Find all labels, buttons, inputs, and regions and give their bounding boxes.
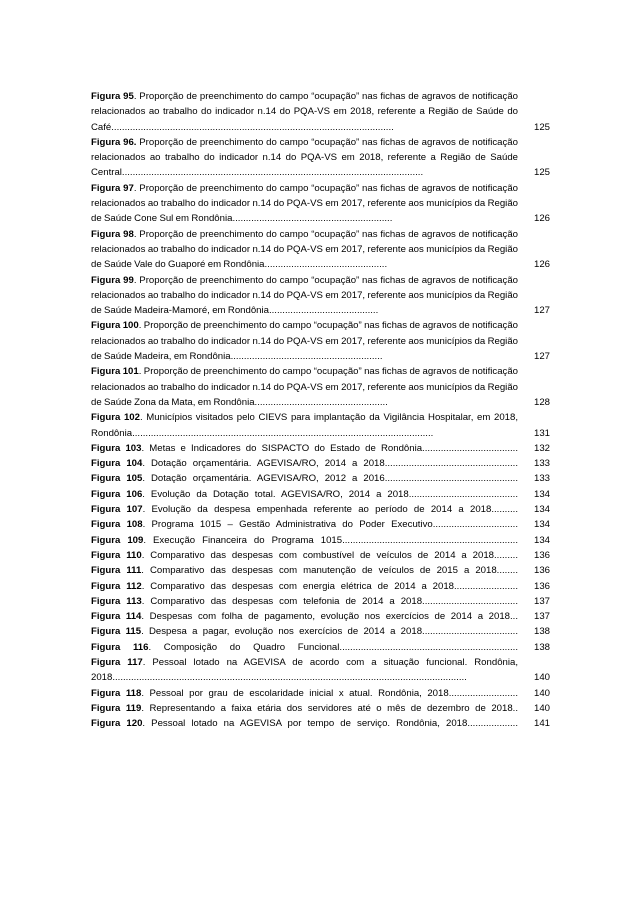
page-number: 140 [533,672,550,684]
figure-caption: . Proporção de preenchimento do campo “ocupação” nas fichas de agravos de notificação relacionados ao trabalho do indicador n.14 do PQA-VS em 2017, referente aos municípios da Região de Saúde Madeira, em Rondônia......................................................... [91,320,518,363]
page-number: 137 [533,595,550,607]
page-number: 131 [533,427,550,439]
toc-entry[interactable] [91,273,550,319]
toc-entry-text [91,364,518,410]
table-of-figures [91,89,550,731]
figure-label: Figura 119 [91,702,142,714]
figure-caption: . Municípios visitados pelo CIEVS para implantação da Vigilância Hospitalar, em 2018, Rondônia................................................................................................................. [91,412,518,439]
figure-caption: . Evolução da Dotação total. AGEVISA/RO, 2014 a 2018......................................... [142,488,518,500]
figure-caption: . Comparativo das despesas com energia elétrica de 2014 a 2018........................ [141,580,518,592]
figure-caption: Proporção de preenchimento do campo “ocupação” nas fichas de agravos de notificação relacionados ao trabalho do indicador n.14 do PQA-VS em 2018, referente a Região de Saúde Central................................................................................................................. [91,136,518,179]
toc-entry-text [91,640,518,655]
figure-caption: . Despesas com folha de pagamento, evolução nos exercícios de 2014 a 2018... [141,611,518,623]
toc-entry-text [91,533,518,548]
figure-label: Figura 97 [91,182,134,194]
figure-label: Figura 113 [91,595,142,607]
figure-caption: . Execução Financeira do Programa 1015.................................................................. [143,534,518,546]
toc-entry-text [91,594,518,609]
figure-caption: . Proporção de preenchimento do campo “ocupação” nas fichas de agravos de notificação relacionados ao trabalho do indicador n.14 do PQA-VS em 2017, referente aos municípios da Região de Saúde Madeira-Mamoré, em Rondônia......................................... [91,274,518,317]
figure-caption: . Proporção de preenchimento do campo “ocupação” nas fichas de agravos de notificação relacionados ao trabalho do indicador n.14 do PQA-VS em 2017, referente aos municípios da Região de Saúde Cone Sul em Rondônia............................................................ [91,182,518,225]
page-number: 127 [533,305,550,317]
figure-label: Figura 100 [91,320,139,332]
toc-entry[interactable] [91,548,550,563]
toc-entry-text [91,456,518,471]
figure-label: Figura 98 [91,228,134,240]
toc-entry[interactable] [91,410,550,441]
toc-entry-text [91,181,518,227]
toc-entry[interactable] [91,227,550,273]
page-number: 137 [533,611,550,623]
figure-caption: . Programa 1015 – Gestão Administrativa do Poder Executivo................................ [142,519,518,531]
toc-entry[interactable] [91,686,550,701]
toc-entry[interactable] [91,364,550,410]
page-number: 127 [533,351,550,363]
toc-entry[interactable] [91,579,550,594]
toc-entry[interactable] [91,624,550,639]
toc-entry-text [91,273,518,319]
page-number: 134 [533,534,550,546]
figure-label: Figura 95 [91,91,134,102]
figure-label: Figura 114 [91,611,142,623]
page-number: 134 [533,519,550,531]
page-number: 128 [533,396,550,408]
toc-entry[interactable] [91,517,550,532]
figure-caption: . Comparativo das despesas com telefonia de 2014 a 2018.................................... [141,595,518,607]
toc-entry[interactable] [91,181,550,227]
figure-caption: . Pessoal por grau de escolaridade inicial x atual. Rondônia, 2018.......................... [141,687,518,699]
figure-label: Figura 108 [91,519,143,531]
figure-caption: . Pessoal lotado na AGEVISA de acordo com a situação funcional. Rondônia, 2018..................................................................................................................................... [91,656,518,684]
toc-entry-text [91,89,518,135]
toc-entry[interactable] [91,89,550,135]
page-number: 140 [533,687,550,699]
toc-entry[interactable] [91,502,550,517]
figure-caption: . Despesa a pagar, evolução nos exercícios de 2014 a 2018.................................... [141,626,518,638]
figure-label: Figura 106 [91,488,143,500]
page-number: 125 [533,167,550,179]
toc-entry[interactable] [91,135,550,181]
figure-label: Figura 102 [91,412,140,424]
page-number: 141 [533,718,550,730]
page-number: 138 [533,626,550,638]
toc-entry[interactable] [91,594,550,609]
page-number: 136 [533,580,550,592]
toc-entry-text [91,655,518,686]
figure-label: Figura 110 [91,549,142,561]
figure-label: Figura 120 [91,718,143,730]
toc-entry-text [91,318,518,364]
figure-label: Figura 105 [91,473,143,485]
page-number: 138 [533,641,550,653]
toc-entry[interactable] [91,609,550,624]
toc-entry[interactable] [91,441,550,456]
figure-caption: . Proporção de preenchimento do campo “ocupação” nas fichas de agravos de notificação relacionados ao trabalho do indicador n.14 do PQA-VS em 2017, referente aos municípios da Região de Saúde Zona da Mata, em Rondônia.................................................. [91,366,518,408]
page-number: 126 [533,259,550,271]
figure-label: Figura 109 [91,534,144,546]
toc-entry[interactable] [91,701,550,716]
toc-entry-text [91,517,518,532]
toc-entry-text [91,471,518,486]
toc-entry[interactable] [91,318,550,364]
toc-entry-text [91,701,518,716]
figure-label: Figura 104 [91,458,143,470]
figure-label: Figura 96. [91,136,137,148]
page-number: 133 [533,473,550,485]
page-number: 136 [533,565,550,577]
toc-entry-text [91,502,518,517]
toc-entry-text [91,487,518,502]
toc-entry-text [91,441,518,456]
page-number: 132 [533,442,550,454]
toc-entry[interactable] [91,563,550,578]
toc-entry-text [91,548,518,563]
figure-label: Figura 115 [91,626,142,638]
toc-entry[interactable] [91,533,550,548]
figure-caption: . Comparativo das despesas com combustível de veículos de 2014 a 2018......... [141,549,518,561]
figure-label: Figura 118 [91,687,142,699]
toc-entry-text [91,563,518,578]
figure-caption: . Proporção de preenchimento do campo “ocupação” nas fichas de agravos de notificação relacionados ao trabalho do indicador n.14 do PQA-VS em 2018, referente a Região de Saúde do Café.......................................................................................................... [91,91,518,133]
figure-caption: . Metas e Indicadores do SISPACTO do Estado de Rondônia.................................... [141,442,518,454]
toc-entry[interactable] [91,487,550,502]
page-number: 134 [533,504,550,516]
toc-entry[interactable] [91,716,550,731]
figure-caption: . Composição do Quadro Funcional................................................................... [148,641,518,653]
figure-label: Figura 103 [91,442,142,454]
toc-entry[interactable] [91,640,550,655]
figure-caption: . Pessoal lotado na AGEVISA por tempo de serviço. Rondônia, 2018................... [142,718,518,730]
page-number: 125 [533,121,550,133]
figure-label: Figura 112 [91,580,142,592]
figure-caption: . Proporção de preenchimento do campo “ocupação” nas fichas de agravos de notificação relacionados ao trabalho do indicador n.14 do PQA-VS em 2017, referente aos municípios da Região de Saúde Vale do Guaporé em Rondônia.............................................. [91,228,518,271]
page-number: 136 [533,549,550,561]
figure-label: Figura 117 [91,656,143,668]
figure-caption: . Dotação orçamentária. AGEVISA/RO, 2014 a 2018.................................................. [142,458,518,470]
figure-label: Figura 99 [91,274,134,286]
toc-entry[interactable] [91,456,550,471]
toc-entry-text [91,686,518,701]
toc-entry-text [91,135,518,181]
figure-label: Figura 111 [91,565,142,577]
toc-entry-text [91,227,518,273]
figure-label: Figura 101 [91,366,139,378]
page-number: 134 [533,488,550,500]
figure-label: Figura 116 [91,641,149,653]
toc-entry[interactable] [91,655,550,686]
page-number: 133 [533,458,550,470]
figure-caption: . Evolução da despesa empenhada referente ao período de 2014 a 2018.......... [142,504,518,516]
figure-caption: . Representando a faixa etária dos servidores até o mês de dezembro de 2018.. [141,702,518,714]
figure-label: Figura 107 [91,504,143,516]
page-number: 140 [533,702,550,714]
toc-entry[interactable] [91,471,550,486]
figure-caption: . Comparativo das despesas com manutenção de veículos de 2015 a 2018........ [141,565,518,577]
toc-entry-text [91,579,518,594]
toc-entry-text [91,624,518,639]
toc-entry-text [91,716,518,731]
page-number: 126 [533,213,550,225]
figure-caption: . Dotação orçamentária. AGEVISA/RO, 2012 a 2016.................................................. [142,473,518,485]
toc-entry-text [91,410,518,441]
toc-entry-text [91,609,518,624]
